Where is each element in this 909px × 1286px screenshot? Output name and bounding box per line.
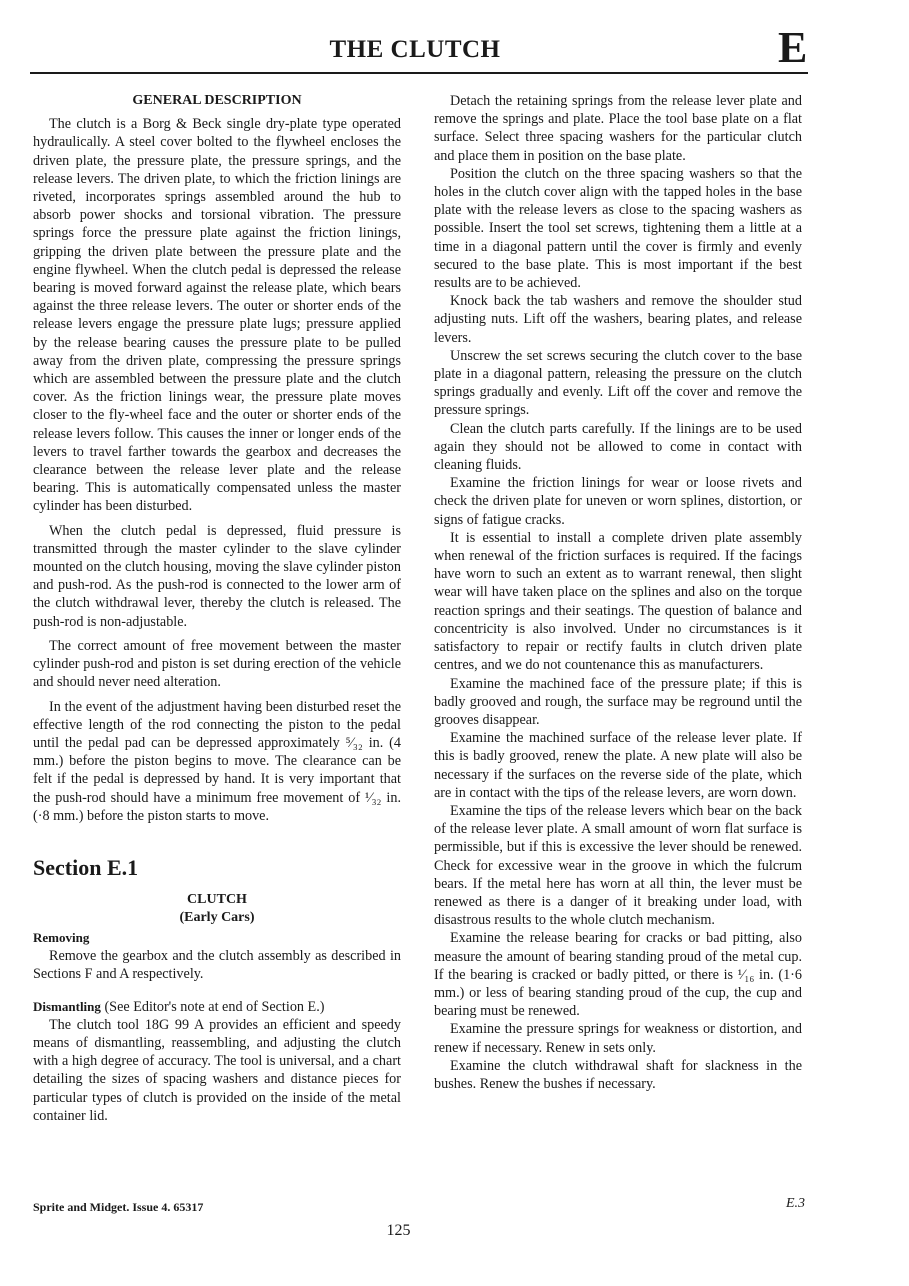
page-number: 125 bbox=[386, 1222, 411, 1239]
sub-heading-note: (Early Cars) bbox=[179, 909, 255, 925]
removing-heading-text: Removing bbox=[33, 929, 90, 945]
body-paragraph: Examine the release bearing for cracks or bad pitting, also measure the amount of bearing standing proud of the metal cup. If the bearing is cracked or badly pitted, or there is ¹⁄₁₆ in. (1·6 mm.) or less of bearing standing proud of the cup, the cup and bearing must be renewed. bbox=[434, 930, 802, 1020]
body-paragraph: Examine the tips of the release levers which bear on the back of the release lever plate. A small amount of worn flat surface is permissible, but if this is excessive the lever should be renewed. Check for excessive wear in the groove in which the fulcrum bears. If the metal here has worn at all thin, the lever must be renewed as there is a danger of it breaking under load, with disastrous results to the whole clutch mechanism. bbox=[434, 802, 802, 929]
body-paragraph: In the event of the adjustment having been disturbed reset the effective length of the rod connecting the piston to the pedal until the pedal pad can be depressed approximately ⁵⁄₃₂ in. (4 mm.) before the piston begins to move. The clearance can be felt if the pedal is depressed by hand. It is very important that the push-rod should have a minimum free movement of ¹⁄₃₂ in. (·8 mm.) before the piston starts to move. bbox=[33, 698, 401, 824]
body-paragraph: It is essential to install a complete driven plate assembly when renewal of the friction surfaces is required. If the facings have worn to such an extent as to warrant renewal, then slight wear will have taken place on the splines and also on the torque reaction springs and their seatings. The question of balance and concentricity is also involved. Under no circumstances is it satisfactory to repair or rectify faults in clutch driven plate centres, and we do not countenance this as manufacturers. bbox=[434, 529, 802, 674]
section-title: Section E.1 bbox=[33, 854, 139, 880]
body-paragraph: Examine the machined surface of the release lever plate. If this is badly grooved, renew the plate. A new plate will also be necessary if the surfaces on the reverse side of the plate, which are in contact with the tips of the release levers, are worn down. bbox=[434, 730, 802, 801]
removing-paragraph: Remove the gearbox and the clutch assembly as described in Sections F and A respectively. bbox=[33, 948, 401, 983]
dismantling-heading bbox=[33, 998, 401, 1016]
dismantling-note: (See Editor's note at end of Section E.) bbox=[104, 998, 325, 1015]
body-paragraph: Examine the clutch withdrawal shaft for slackness in the bushes. Renew the bushes if necessary. bbox=[434, 1057, 802, 1092]
right-column bbox=[434, 92, 802, 1093]
body-paragraph: The correct amount of free movement between the master cylinder push-rod and piston is set during erection of the vehicle and should never need alteration. bbox=[33, 637, 401, 691]
removing-heading bbox=[33, 929, 401, 947]
body-paragraph: Position the clutch on the three spacing washers so that the holes in the clutch cover align with the tapped holes in the base plate with the release levers as close to the spacing washers as possible. Insert the tool set screws, tightening them a little at a time in a diagonal pattern until the cover is firmly and evenly secured to the base plate. This is most important if the best results are to be achieved. bbox=[434, 165, 802, 292]
general-description-heading: GENERAL DESCRIPTION bbox=[132, 93, 302, 108]
body-paragraph: The clutch is a Borg & Beck single dry-plate type operated hydraulically. A steel cover bolted to the flywheel encloses the driven plate, the pressure plate, the pressure springs, and the release levers. The driven plate, to which the friction linings are riveted, incorporates springs assembled around the hub to absorb power shocks and torsional vibration. The pressure springs force the pressure plate against the friction linings, gripping the driven plate between the pressure plate and the engine flywheel. When the clutch pedal is depressed the release bearing is moved forward against the release plate, which bears against the three release levers. The outer or shorter ends of the release levers engage the pressure plate lugs; pressure applied by the release bearing causes the pressure plate to be pulled away from the driven plate, compressing the pressure springs which are assembled between the pressure plate and the clutch cover. As the friction linings wear, the pressure plate moves closer to the fly-wheel face and the outer or shorter ends of the release levers follow. This causes the inner or longer ends of the levers to travel farther towards the gearbox and decreases the clearance between the release lever plate and the release bearing. This is automatically compensated unless the master cylinder has been disturbed. bbox=[33, 116, 401, 515]
body-paragraph: Unscrew the set screws securing the clutch cover to the base plate in a diagonal pattern, releasing the pressure on the clutch springs gradually and evenly. Lift off the cover and remove the pressure springs. bbox=[434, 347, 802, 419]
body-paragraph: Examine the machined face of the pressure plate; if this is badly grooved and rough, the surface may be reground until the grooves disappear. bbox=[434, 675, 802, 728]
body-paragraph: Clean the clutch parts carefully. If the linings are to be used again they should not be allowed to come in contact with cleaning fluids. bbox=[434, 420, 802, 474]
footer-section-page: E.3 bbox=[786, 1196, 806, 1211]
dismantling-heading-text: Dismantling bbox=[33, 998, 101, 1014]
left-column bbox=[33, 92, 401, 1125]
body-paragraph: Examine the friction linings for wear or loose rivets and check the driven plate for uneven or worn splines, distortion, or signs of fatigue cracks. bbox=[434, 475, 802, 528]
section-letter: E bbox=[778, 23, 808, 72]
body-paragraph: Examine the pressure springs for weakness or distortion, and renew if necessary. Renew in sets only. bbox=[434, 1021, 802, 1056]
body-paragraph: When the clutch pedal is depressed, fluid pressure is transmitted through the master cylinder to the slave cylinder mounted on the clutch housing, moving the slave cylinder piston and push-rod. As the push-rod is connected to the lower arm of the clutch withdrawal lever, thereby the clutch is released. The push-rod is non-adjustable. bbox=[33, 522, 401, 630]
page-title: THE CLUTCH bbox=[329, 36, 501, 63]
sub-heading: CLUTCH bbox=[187, 891, 247, 907]
footer-publication-info: Sprite and Midget. Issue 4. 65317 bbox=[33, 1200, 204, 1214]
body-paragraph: Detach the retaining springs from the release lever plate and remove the springs and plate. Place the tool base plate on a flat surface. Select three spacing washers for the particular clutch and place them in position on the base plate. bbox=[434, 93, 802, 164]
dismantling-paragraph: The clutch tool 18G 99 A provides an efficient and speedy means of dismantling, reassembling, and adjusting the clutch with a high degree of accuracy. The tool is universal, and a chart detailing the sizes of spacing washers and distance pieces for particular types of clutch is provided on the inside of the metal container lid. bbox=[33, 1016, 401, 1124]
header-rule bbox=[30, 72, 808, 74]
body-paragraph: Knock back the tab washers and remove the shoulder stud adjusting nuts. Lift off the washers, bearing plates, and release levers. bbox=[434, 293, 802, 346]
